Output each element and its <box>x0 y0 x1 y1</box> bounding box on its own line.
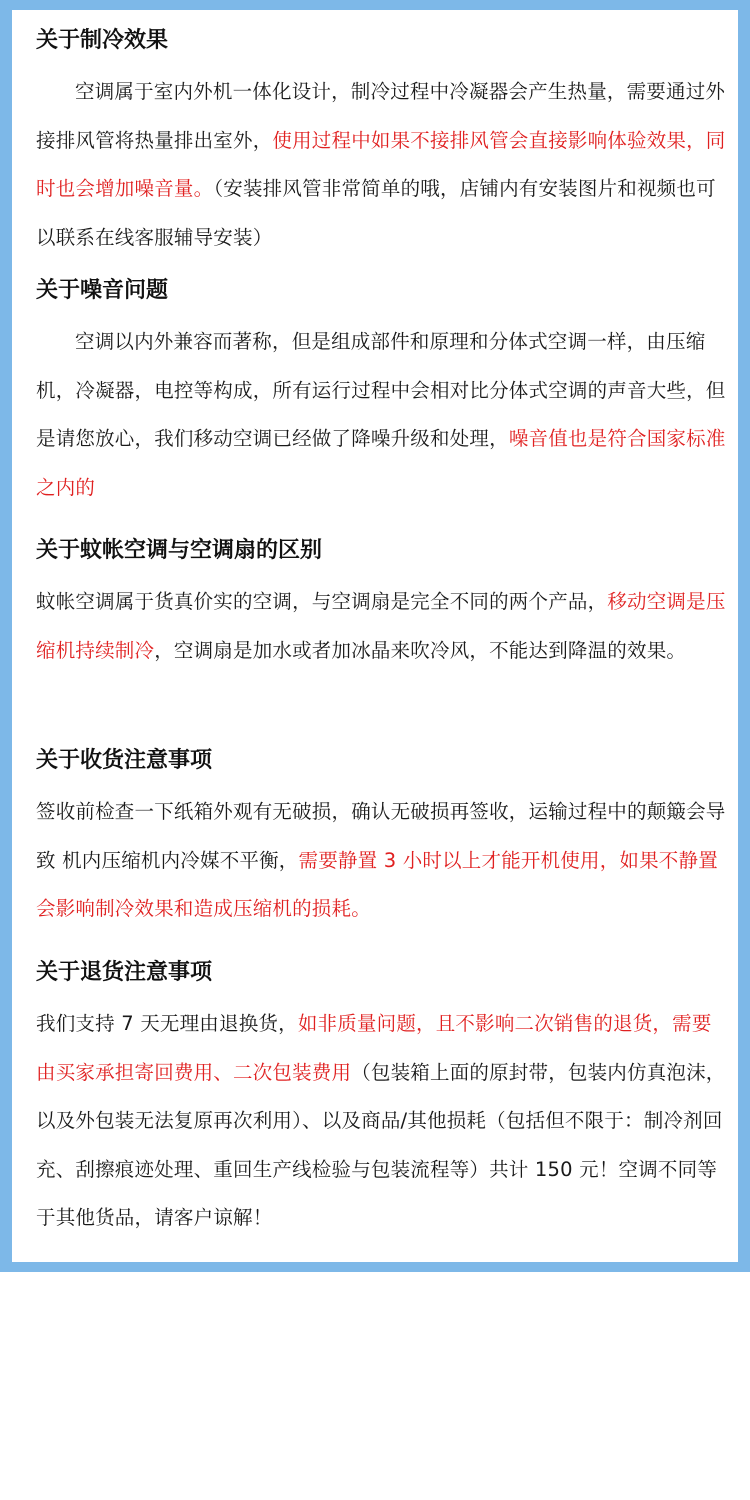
text-returns-1: 我们支持 7 天无理由退换货， <box>36 1012 298 1035</box>
highlight-difference: 移动空调是压缩机持续制冷 <box>36 590 726 662</box>
text-difference-1: 蚊帐空调属于货真价实的空调，与空调扇是完全不同的两个产品， <box>36 590 608 613</box>
section-difference <box>36 536 726 675</box>
paragraph-receiving <box>36 788 726 934</box>
paragraph-cooling <box>36 68 726 262</box>
highlight-cooling: 使用过程中如果不接排风管会直接影响体验效果，同时也会增加噪音量。 <box>36 128 726 200</box>
paragraph-returns <box>36 1000 726 1243</box>
highlight-noise: 噪音值也是符合国家标准之内的 <box>36 427 726 499</box>
section-returns <box>36 958 726 1243</box>
section-receiving <box>36 746 726 934</box>
heading-noise: 关于噪音问题 <box>36 278 169 303</box>
text-difference-2: ，空调扇是加水或者加冰晶来吹冷风，不能达到降温的效果。 <box>154 638 687 662</box>
text-receiving-1: 签收前检查一下纸箱外观有无破损，确认无破损再签收，运输过程中的颠簸会导致 机内压缩机内冷媒不平衡， <box>36 800 726 872</box>
section-noise <box>36 276 726 512</box>
text-returns-2: （包装箱上面的原封带，包装内仿真泡沫，以及外包装无法复原再次利用）、以及商品/其他损耗（包括但不限于：制冷剂回充、刮擦痕迹处理、重回生产线检验与包装流程等）共计 150 元！空调不同等于其他货品，请客户谅解！ <box>36 1060 726 1229</box>
highlight-returns: 如非质量问题，且不影响二次销售的退货，需要由买家承担寄回费用、二次包装费用 <box>36 1012 712 1084</box>
paragraph-difference <box>36 578 726 675</box>
heading-returns: 关于退货注意事项 <box>36 960 213 985</box>
section-cooling <box>36 26 726 262</box>
highlight-receiving: 需要静置 3 小时以上才能开机使用，如果不静置会影响制冷效果和造成压缩机的损耗。 <box>36 848 718 920</box>
text-cooling-2: （安装排风管非常简单的哦，店铺内有安装图片和视频也可以联系在线客服辅导安装） <box>36 177 716 249</box>
paragraph-noise <box>36 318 726 512</box>
text-cooling-1: 空调属于室内外机一体化设计，制冷过程中冷凝器会产生热量，需要通过外接排风管将热量排出室外， <box>36 80 726 152</box>
heading-cooling: 关于制冷效果 <box>36 28 169 53</box>
text-noise-1: 空调以内外兼容而著称，但是组成部件和原理和分体式空调一样，由压缩机，冷凝器，电控等构成，所有运行过程中会相对比分体式空调的声音大些，但是请您放心，我们移动空调已经做了降噪升级和处理， <box>36 330 726 450</box>
heading-difference: 关于蚊帐空调与空调扇的区别 <box>36 538 323 563</box>
heading-receiving: 关于收货注意事项 <box>36 748 213 773</box>
content-panel <box>12 10 738 1262</box>
